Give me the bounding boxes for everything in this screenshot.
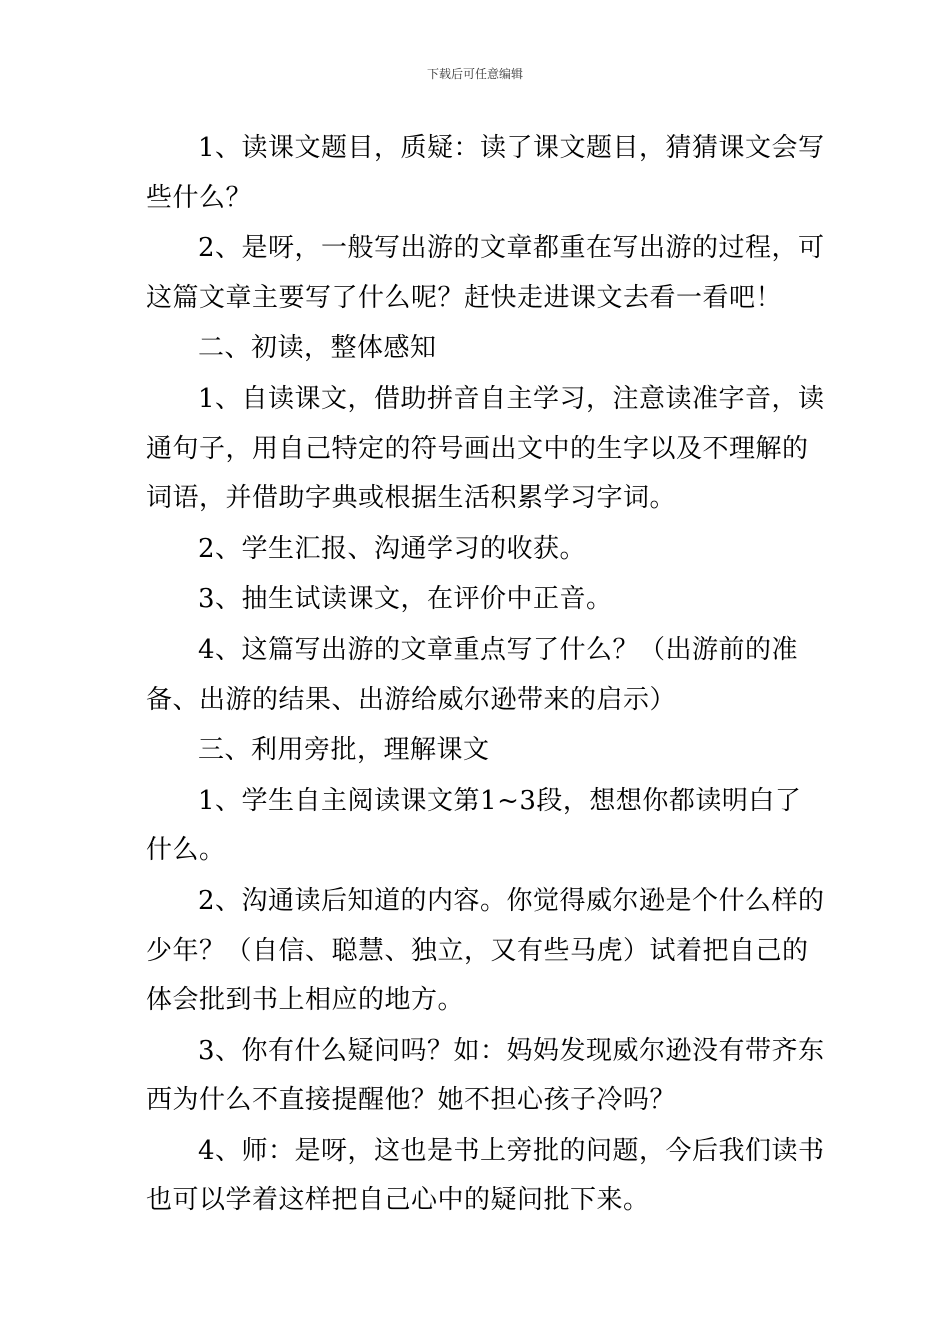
paragraph: 1、学生自主阅读课文第1~3段，想想你都读明白了什么。 (146, 785, 802, 866)
paragraph: 1、读课文题目，质疑：读了课文题目，猜猜课文会写些什么？ (146, 133, 825, 213)
paragraph: 4、师：是呀，这也是书上旁批的问题，今后我们读书也可以学着这样把自己心中的疑问批下来。 (146, 1135, 825, 1216)
page-header: 下载后可任意编辑 (426, 67, 523, 81)
paragraph: 4、这篇写出游的文章重点写了什么？（出游前的准备、出游的结果、出游给威尔逊带来的启示） (146, 634, 799, 715)
paragraph: 2、是呀，一般写出游的文章都重在写出游的过程，可这篇文章主要写了什么呢？赶快走进课文去看一看吧！ (146, 233, 825, 313)
section-heading: 三、利用旁批，理解课文 (198, 735, 490, 766)
paragraph: 1、自读课文，借助拼音自主学习，注意读准字音，读通句子，用自己特定的符号画出文中的生字以及不理解的词语，并借助字典或根据生活积累学习字词。 (146, 383, 825, 514)
document-body (146, 124, 826, 1227)
paragraph: 2、沟通读后知道的内容。你觉得威尔逊是个什么样的少年？（自信、聪慧、独立，又有些马虎）试着把自己的体会批到书上相应的地方。 (146, 885, 825, 1016)
section-heading: 二、初读，整体感知 (198, 333, 437, 364)
paragraph: 2、学生汇报、沟通学习的收获。 (198, 533, 587, 564)
paragraph: 3、抽生试读课文，在评价中正音。 (198, 584, 613, 615)
paragraph: 3、你有什么疑问吗？如：妈妈发现威尔逊没有带齐东西为什么不直接提醒他？她不担心孩子冷吗？ (146, 1035, 825, 1116)
